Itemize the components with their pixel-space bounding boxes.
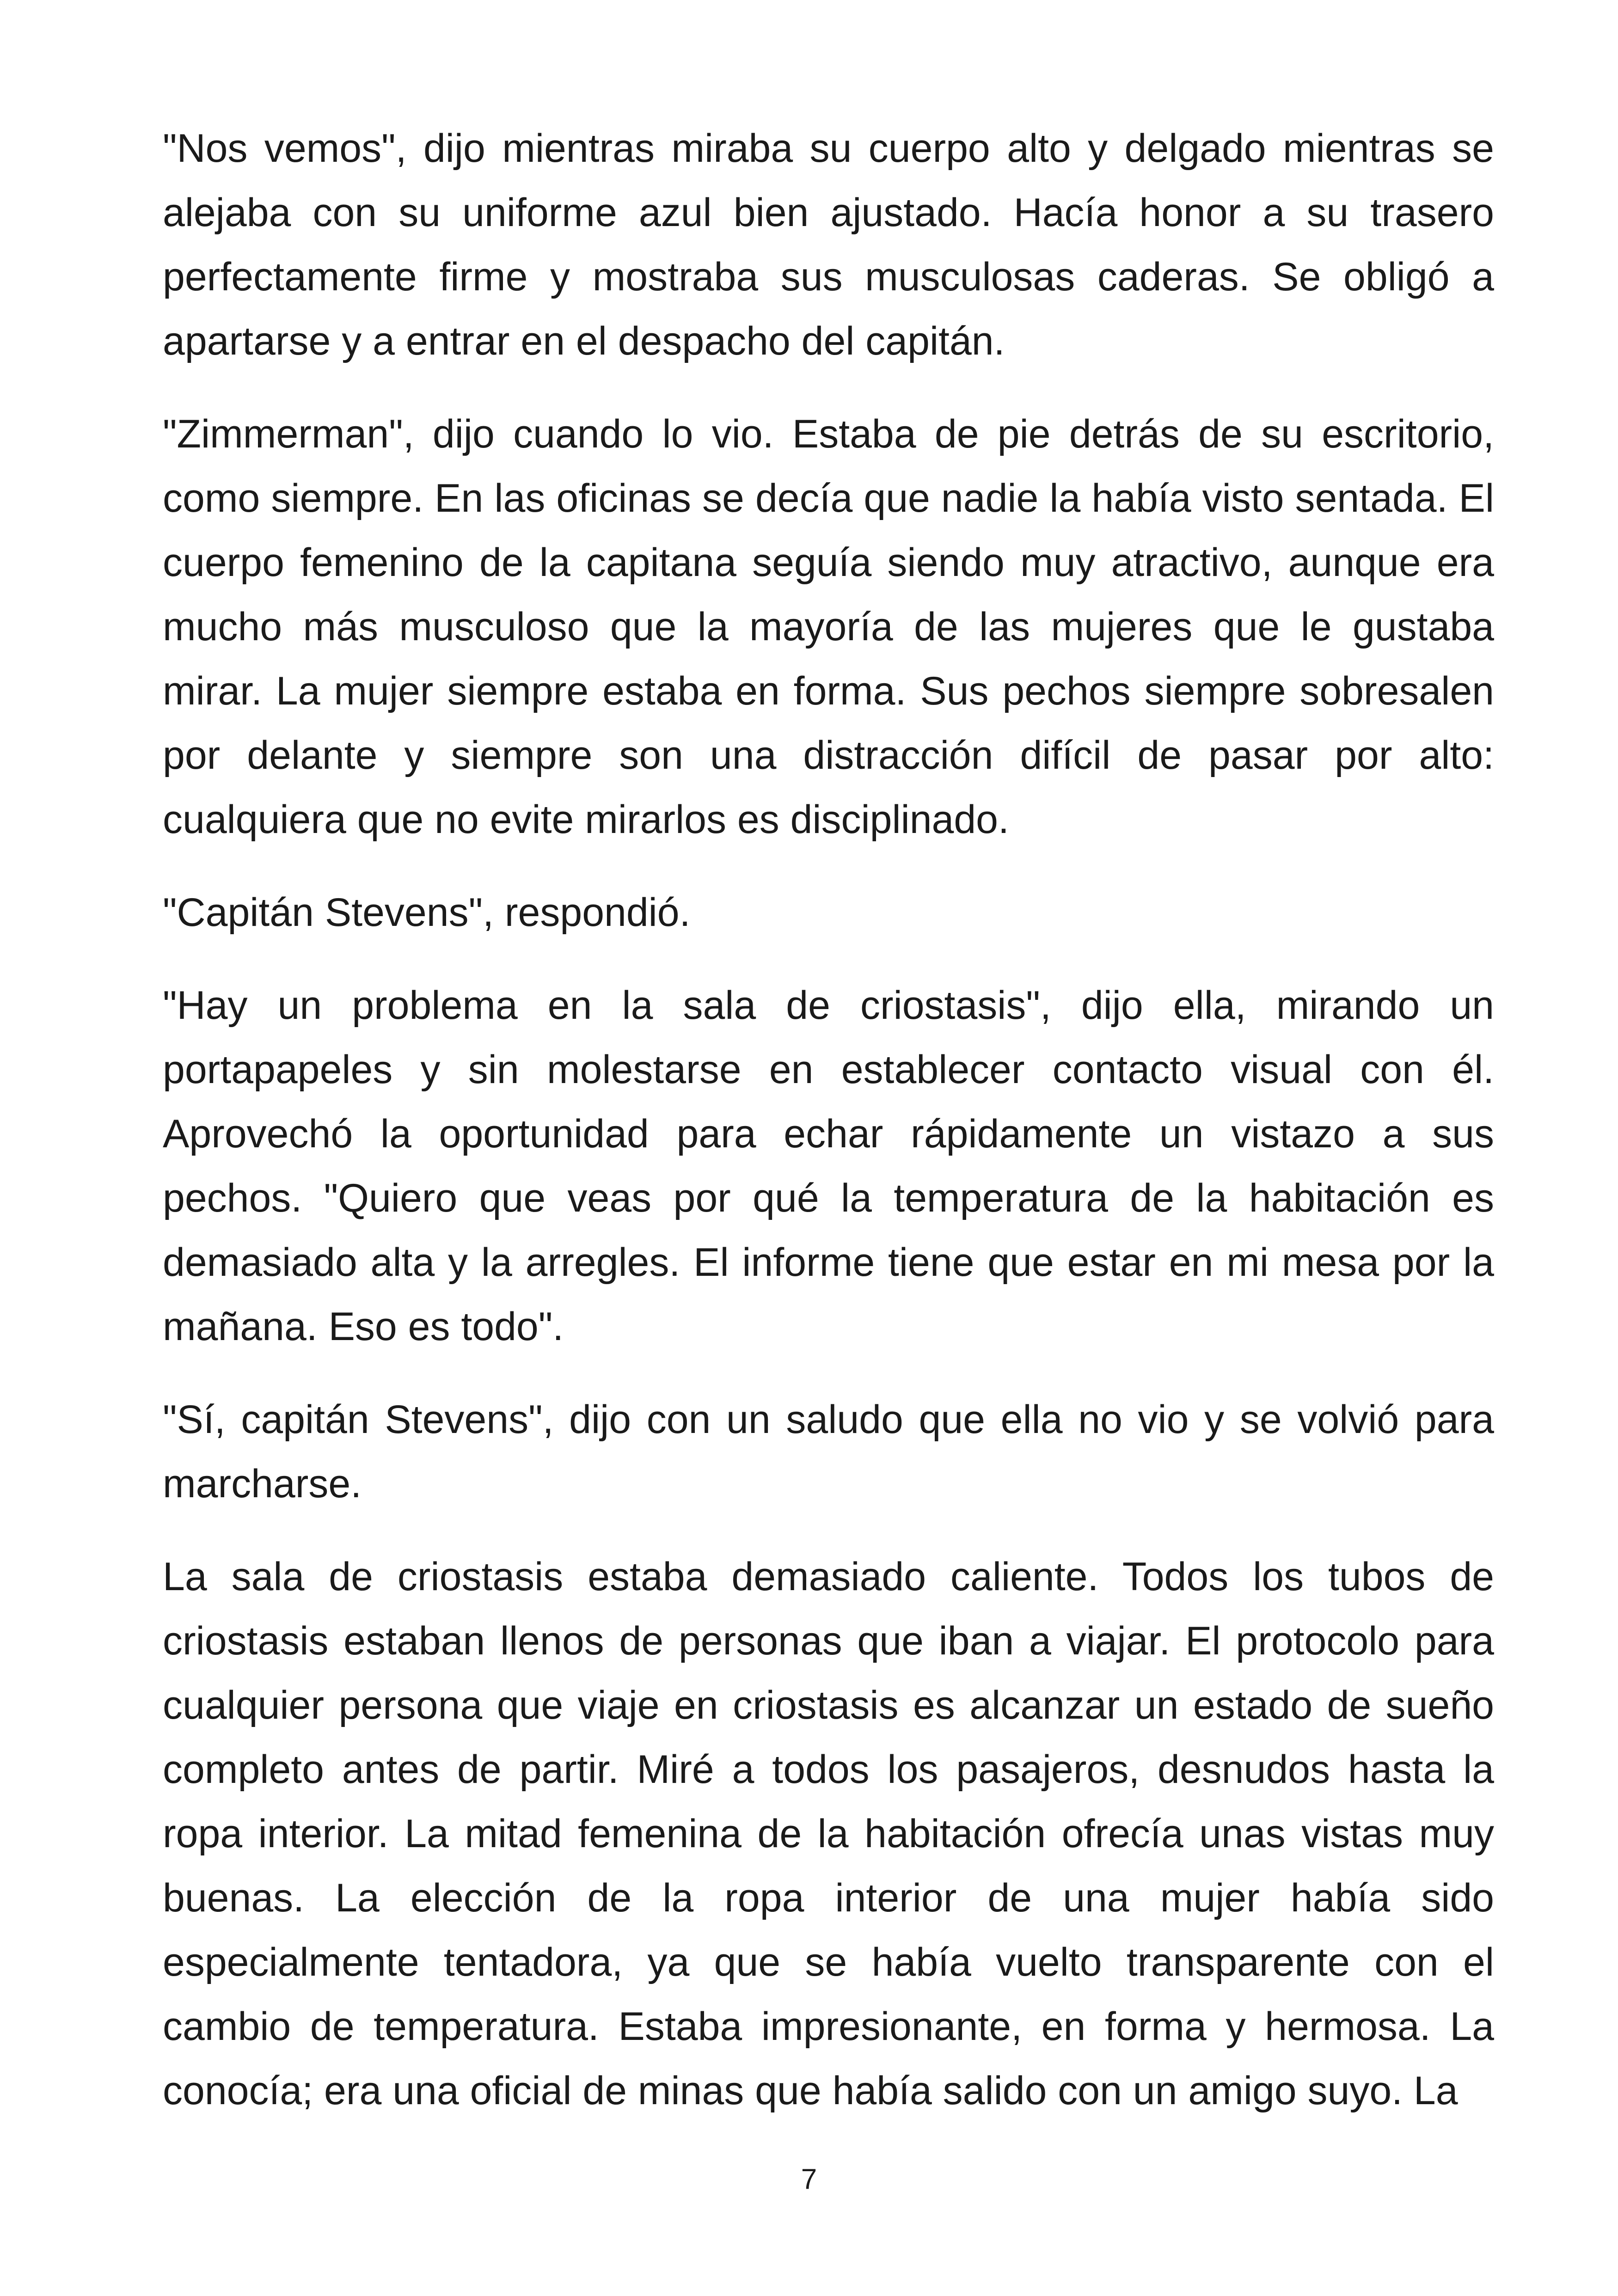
page-number: 7 <box>801 2163 817 2195</box>
paragraph-1: "Nos vemos", dijo mientras miraba su cuerpo alto y delgado mientras se alejaba con su uniforme azul bien ajustado. Hacía honor a su trasero perfectamente firme y mostraba sus musculosas caderas. Se obligó a apartarse y a entrar en el despacho del capitán. <box>163 126 1494 363</box>
paragraph-4: "Hay un problema en la sala de criostasis", dijo ella, mirando un portapapeles y sin molestarse en establecer contacto visual con él. Aprovechó la oportunidad para echar rápidamente un vistazo a sus pechos. "Quiero que veas por qué la temperatura de la habitación es demasiado alta y la arregles. El informe tiene que estar en mi mesa por la mañana. Eso es todo". <box>163 983 1494 1349</box>
paragraph-2: "Zimmerman", dijo cuando lo vio. Estaba de pie detrás de su escritorio, como siempre. En las oficinas se decía que nadie la había visto sentada. El cuerpo femenino de la capitana seguía siendo muy atractivo, aunque era mucho más musculoso que la mayoría de las mujeres que le gustaba mirar. La mujer siempre estaba en forma. Sus pechos siempre sobresalen por delante y siempre son una distracción difícil de pasar por alto: cualquiera que no evite mirarlos es disciplinado. <box>163 412 1494 842</box>
paragraph-5: "Sí, capitán Stevens", dijo con un saludo que ella no vio y se volvió para marcharse. <box>163 1397 1494 1506</box>
paragraph-3: "Capitán Stevens", respondió. <box>163 890 691 935</box>
body-text <box>163 116 1494 2123</box>
paragraph-6: La sala de criostasis estaba demasiado caliente. Todos los tubos de criostasis estaban llenos de personas que iban a viajar. El protocolo para cualquier persona que viaje en criostasis es alcanzar un estado de sueño completo antes de partir. Miré a todos los pasajeros, desnudos hasta la ropa interior. La mitad femenina de la habitación ofrecía unas vistas muy buenas. La elección de la ropa interior de una mujer había sido especialmente tentadora, ya que se había vuelto transparente con el cambio de temperatura. Estaba impresionante, en forma y hermosa. La conocía; era una oficial de minas que había salido con un amigo suyo. La <box>163 1555 1494 2113</box>
